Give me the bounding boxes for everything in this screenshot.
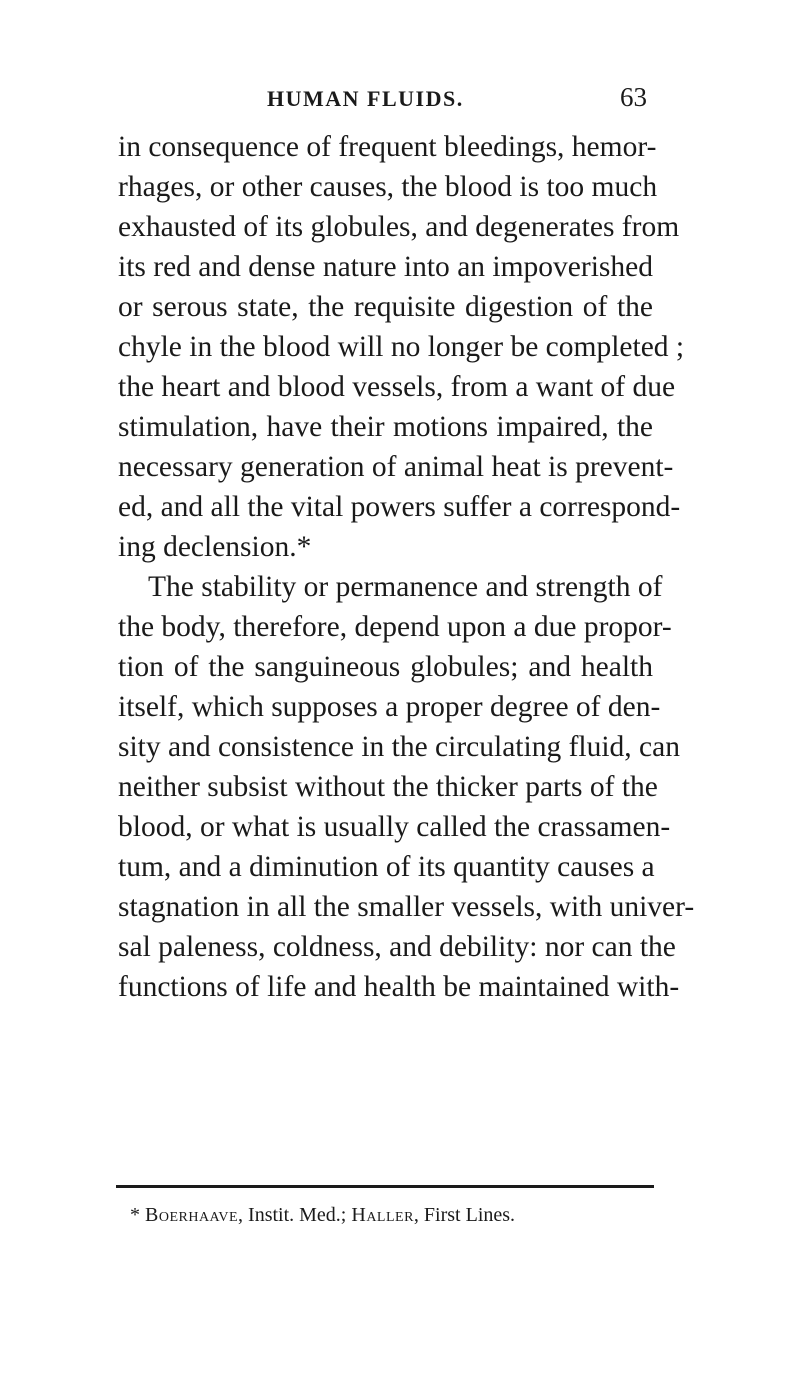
text-line: chyle in the blood will no longer be completed ;	[118, 331, 685, 363]
text-line: functions of life and health be maintained with-	[118, 971, 680, 1003]
text-line: the body, therefore, depend upon a due propor-	[118, 611, 672, 643]
text-line: the heart and blood vessels, from a want of due	[118, 371, 676, 403]
text-line: ed, and all the vital powers suffer a correspond-	[118, 491, 681, 523]
footnote	[130, 1202, 650, 1228]
text-line: its red and dense nature into an impoverished	[118, 251, 653, 283]
footnote-author-haller: Haller	[351, 1204, 414, 1226]
text-line: The stability or permanence and strength of	[148, 571, 663, 603]
text-line: sity and consistence in the circulating fluid, can	[118, 731, 680, 763]
text-line: tum, and a diminution of its quantity causes a	[118, 851, 655, 883]
running-title: HUMAN FLUIDS.	[267, 86, 464, 111]
footnote-marker: *	[130, 1204, 145, 1226]
text-line: necessary generation of animal heat is prevent-	[118, 451, 674, 483]
text-line: itself, which supposes a proper degree of den-	[118, 691, 661, 723]
text-line: exhausted of its globules, and degenerates from	[118, 211, 680, 243]
text-line: in consequence of frequent bleedings, hemor-	[118, 131, 657, 163]
text-line: tion of the sanguineous globules; and health	[118, 651, 653, 683]
text-line: ing declension.*	[118, 531, 312, 563]
text-line: rhages, or other causes, the blood is too much	[118, 171, 658, 203]
footnote-citation-text: , First Lines.	[413, 1204, 516, 1226]
running-header	[0, 82, 800, 120]
text-line: stagnation in all the smaller vessels, with univer-	[118, 891, 695, 923]
page-number: 63	[620, 82, 647, 112]
text-line: sal paleness, coldness, and debility: nor can the	[118, 931, 676, 963]
text-line: neither subsist without the thicker parts of the	[118, 771, 658, 803]
footnote-author-boerhaave: Boerhaave	[145, 1204, 239, 1226]
text-line: or serous state, the requisite digestion of the	[118, 291, 653, 323]
text-line: blood, or what is usually called the crassamen-	[118, 811, 671, 843]
text-line: stimulation, have their motions impaired, the	[118, 411, 653, 443]
footnote-divider	[116, 1185, 654, 1188]
footnote-citation-text: , Instit. Med.;	[238, 1204, 352, 1226]
